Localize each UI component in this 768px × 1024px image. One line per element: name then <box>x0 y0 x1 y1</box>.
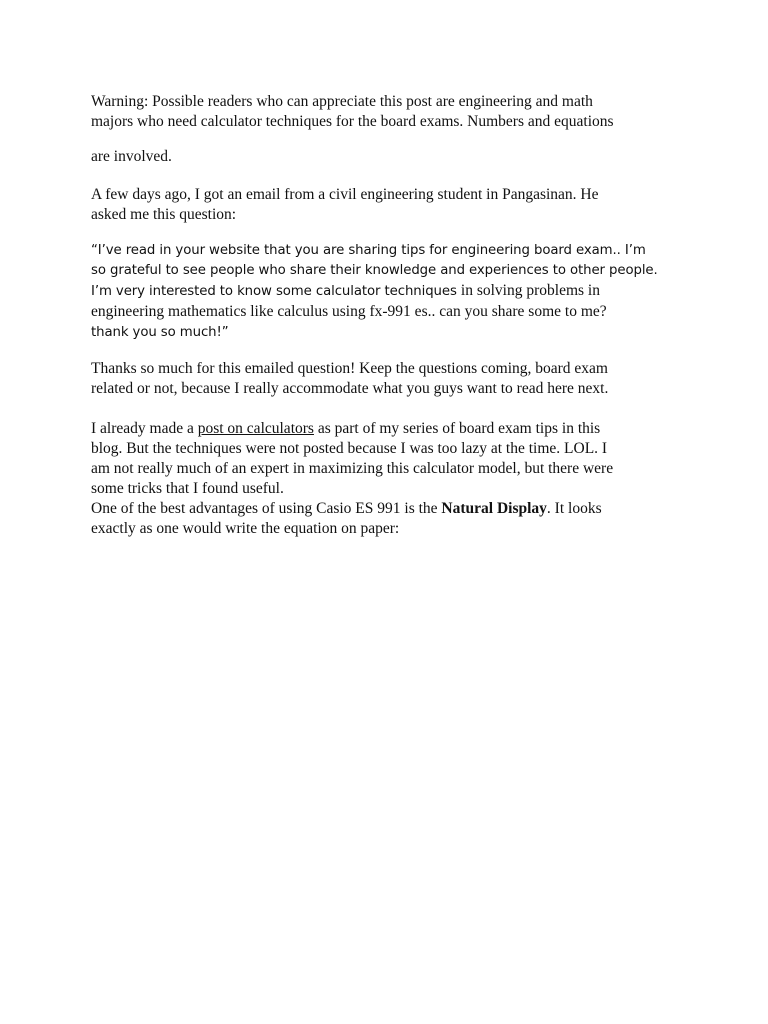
quote-line-1: “I’ve read in your website that you are sharing tips for engineering board exam.. I’m <box>91 243 646 258</box>
warning-line-3: are involved. <box>91 148 172 165</box>
calculators-line-4: some tricks that I found useful. <box>91 480 284 497</box>
email-intro-line-1: A few days ago, I got an email from a civil engineering student in Pangasinan. He <box>91 186 599 203</box>
post-on-calculators-link[interactable]: post on calculators <box>197 420 314 437</box>
natural-display-line-2: exactly as one would write the equation on paper: <box>91 520 400 537</box>
quoted-email <box>91 241 691 343</box>
email-intro-line-2: asked me this question: <box>91 206 237 223</box>
document-page <box>91 92 691 539</box>
warning-line-1: Warning: Possible readers who can appreciate this post are engineering and math <box>91 93 593 110</box>
natural-display-bold: Natural Display <box>441 500 547 517</box>
quote-line-4: engineering mathematics like calculus using fx-991 es.. can you share some to me? <box>91 303 607 320</box>
thanks-line-1: Thanks so much for this emailed question! Keep the questions coming, board exam <box>91 360 608 377</box>
warning-line-2: majors who need calculator techniques for the board exams. Numbers and equations <box>91 113 614 130</box>
natural-display-paragraph <box>91 499 691 539</box>
quote-line-3-suffix: in solving problems in <box>460 282 600 299</box>
email-intro-paragraph <box>91 185 691 225</box>
quote-line-3-prefix: I’m very interested to know some calculator techniques <box>91 284 461 299</box>
calculators-line-3: am not really much of an expert in maximizing this calculator model, but there were <box>91 460 614 477</box>
natural-display-line-1-suffix: . It looks <box>546 500 602 517</box>
natural-display-line-1-prefix: One of the best advantages of using Casio ES 991 is the <box>91 500 442 517</box>
calculators-line-1-suffix: as part of my series of board exam tips in this <box>313 420 601 437</box>
thanks-paragraph <box>91 359 691 399</box>
calculators-line-2: blog. But the techniques were not posted because I was too lazy at the time. LOL. I <box>91 440 608 457</box>
quote-line-2: so grateful to see people who share their knowledge and experiences to other people. <box>91 263 658 278</box>
quote-line-5: thank you so much!” <box>91 325 229 340</box>
warning-continuation <box>91 147 691 167</box>
calculators-paragraph <box>91 419 691 499</box>
warning-paragraph <box>91 92 691 132</box>
calculators-line-1-prefix: I already made a <box>91 420 198 437</box>
thanks-line-2: related or not, because I really accommodate what you guys want to read here next. <box>91 380 609 397</box>
